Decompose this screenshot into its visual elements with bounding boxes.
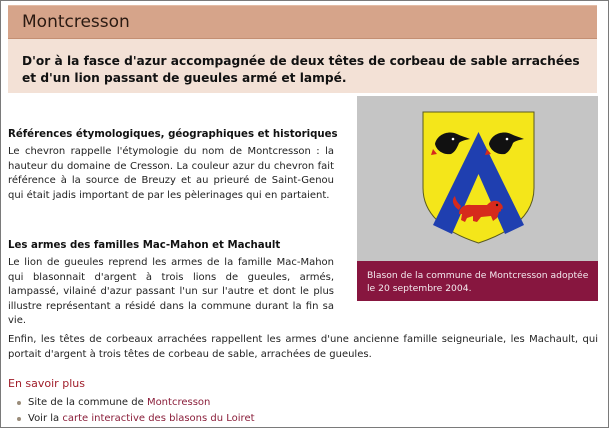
- blazon-banner: [8, 39, 597, 93]
- list-item: [17, 395, 255, 411]
- link-montcresson-site[interactable]: Montcresson: [146, 397, 211, 408]
- image-caption-box: [357, 261, 598, 301]
- coat-of-arms-image: [421, 110, 536, 245]
- coat-of-arms-panel: [357, 96, 598, 301]
- list-item: [17, 411, 255, 427]
- title-bar: [8, 5, 597, 39]
- section-text-etymology: Le chevron rappelle l'étymologie du nom de Montcresson : la hauteur du domaine de Cresson. La couleur azur du chevron fait référence à la source de Breuzy et au prieuré de Saint-Genou qui était jadis important de par les pèlerinages qui en partaient.: [8, 146, 334, 201]
- more-info-list: [17, 395, 255, 427]
- section-text-families: Le lion de gueules reprend les armes de la famille Mac-Mahon qui blasonnait d'argent à trois lions de gueules, armés, lampassé, vilainé d'azur passant l'un sur l'autre et dont le plus illustre représentant a résidé dans la commune durant la fin sa vie.: [8, 257, 334, 326]
- link-interactive-map[interactable]: carte interactive des blasons du Loiret: [62, 413, 255, 424]
- section-title-etymology: Références étymologiques, géographiques et historiques: [8, 129, 338, 140]
- blazon-text: D'or à la fasce d'azur accompagnée de deux têtes de corbeau de sable arrachées et d'un lion passant de gueules armé et lampé.: [22, 54, 580, 85]
- bullet-icon: [17, 417, 21, 421]
- more-info-heading: En savoir plus: [8, 377, 85, 390]
- section-text-crows: Enfin, les têtes de corbeaux arrachées rappellent les armes d'une ancienne famille seigneuriale, les Machault, qui portait d'argent à trois têtes de corbeau de sable, arrachées de gueules.: [8, 334, 598, 360]
- page-title: Montcresson: [22, 12, 130, 32]
- bullet-icon: [17, 401, 21, 405]
- image-caption: Blason de la commune de Montcresson adoptée le 20 septembre 2004.: [367, 270, 589, 294]
- list-item-prefix: Voir la: [28, 413, 63, 424]
- list-item-prefix: Site de la commune de: [28, 397, 147, 408]
- section-title-families: Les armes des familles Mac-Mahon et Machault: [8, 240, 281, 251]
